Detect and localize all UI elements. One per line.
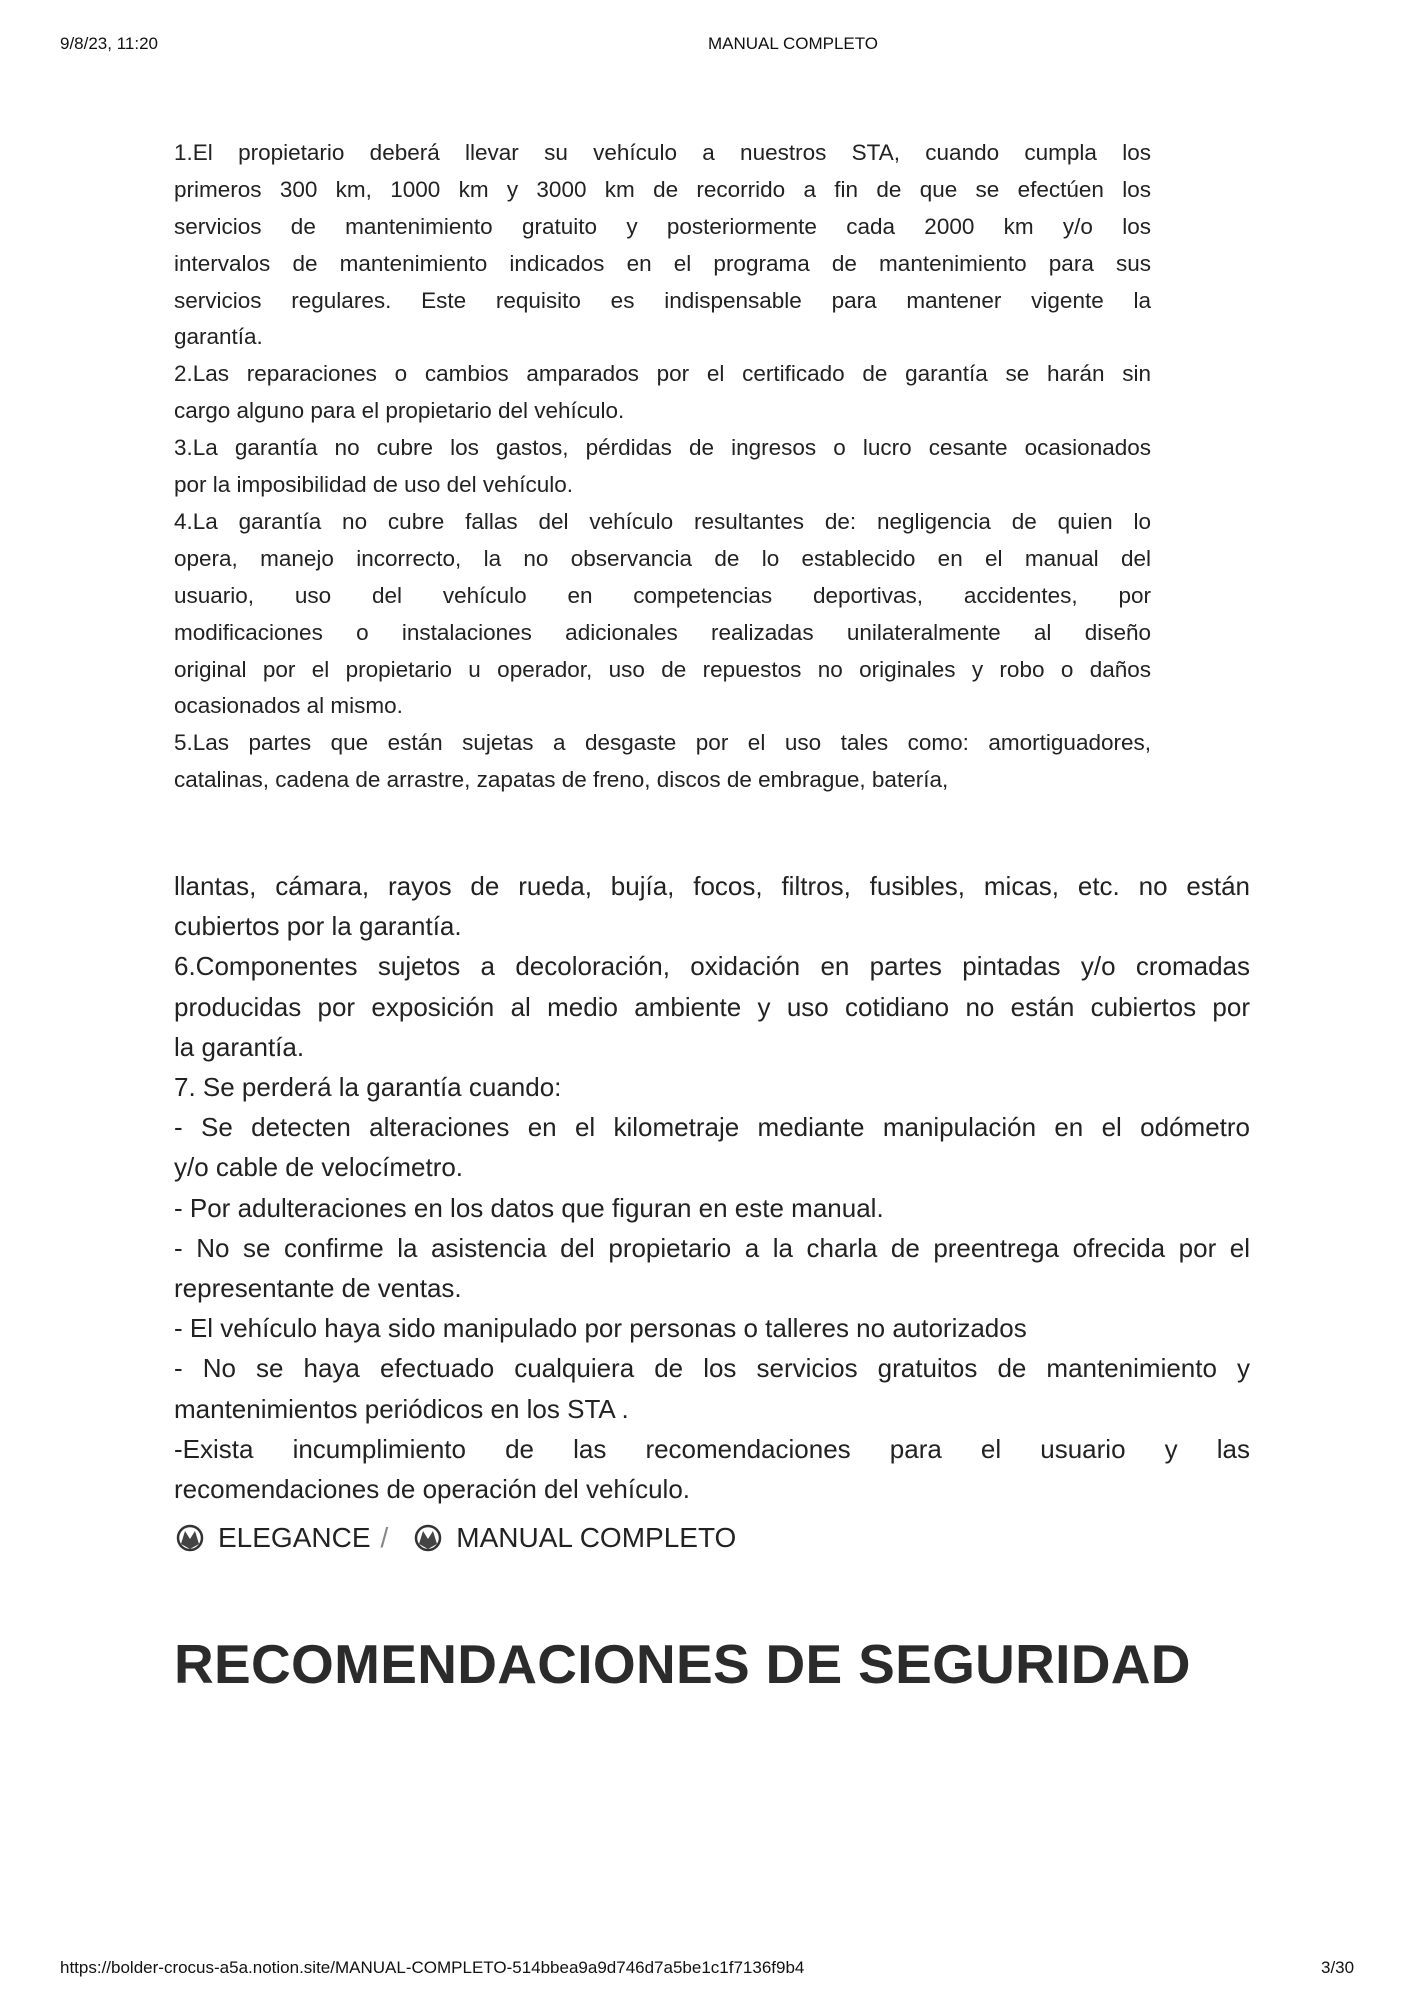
text-line: y/o cable de velocímetro. xyxy=(174,1152,464,1183)
text-line: - Por adulteraciones en los datos que figuran en este manual. xyxy=(174,1192,884,1223)
text-line: -Exista incumplimiento de las recomendaciones para el usuario y las xyxy=(174,1433,1250,1464)
text-line: 3.La garantía no cubre los gastos, pérdidas de ingresos o lucro cesante ocasionados xyxy=(174,435,1151,461)
text-line: 7. Se perderá la garantía cuando: xyxy=(174,1071,562,1102)
text-line: producidas por exposición al medio ambiente y uso cotidiano no están cubiertos por xyxy=(174,991,1250,1022)
page-heading: RECOMENDACIONES DE SEGURIDAD xyxy=(174,1633,1191,1695)
text-line: servicios regulares. Este requisito es indispensable para mantener vigente la xyxy=(174,287,1151,313)
breadcrumb-separator: / xyxy=(380,1522,389,1553)
text-line: cargo alguno para el propietario del vehículo. xyxy=(174,398,625,424)
page-number: 3/30 xyxy=(1321,1958,1355,1977)
breadcrumb-item-elegance[interactable]: ELEGANCE xyxy=(218,1522,371,1553)
warranty-text-block-1 xyxy=(174,135,1151,799)
breadcrumb-item-manual-completo[interactable]: MANUAL COMPLETO xyxy=(456,1522,737,1553)
text-line: intervalos de mantenimiento indicados en el programa de mantenimiento para sus xyxy=(174,250,1151,276)
text-line: la garantía. xyxy=(174,1031,305,1062)
breadcrumb xyxy=(176,1522,736,1554)
text-line: modificaciones o instalaciones adicionales realizadas unilateralmente al diseño xyxy=(174,619,1151,645)
text-line: recomendaciones de operación del vehículo. xyxy=(174,1473,691,1504)
text-line: 1.El propietario deberá llevar su vehículo a nuestros STA, cuando cumpla los xyxy=(174,140,1151,165)
brand-logo-icon xyxy=(176,1524,204,1552)
text-line: - No se haya efectuado cualquiera de los servicios gratuitos de mantenimiento y xyxy=(174,1353,1250,1384)
text-line: garantía. xyxy=(174,324,263,350)
text-line: servicios de mantenimiento gratuito y posteriormente cada 2000 km y/o los xyxy=(174,213,1151,239)
text-line: ocasionados al mismo. xyxy=(174,693,403,719)
text-line: - No se confirme la asistencia del propietario a la charla de preentrega ofrecida por el xyxy=(174,1232,1250,1263)
brand-logo-icon xyxy=(414,1524,442,1552)
warranty-text-block-2 xyxy=(174,866,1250,1509)
print-url: https://bolder-crocus-a5a.notion.site/MANUAL-COMPLETO-514bbea9a9d746d7a5be1c1f7136f9b4 xyxy=(60,1958,805,1977)
print-title: MANUAL COMPLETO xyxy=(708,34,879,53)
text-line: original por el propietario u operador, uso de repuestos no originales y robo o daños xyxy=(174,656,1151,682)
text-line: por la imposibilidad de uso del vehículo. xyxy=(174,472,573,498)
text-line: - Se detecten alteraciones en el kilometraje mediante manipulación en el odómetro xyxy=(174,1112,1250,1143)
print-datetime: 9/8/23, 11:20 xyxy=(60,34,158,53)
text-line: 4.La garantía no cubre fallas del vehículo resultantes de: negligencia de quien lo xyxy=(174,508,1151,534)
text-line: cubiertos por la garantía. xyxy=(174,911,462,942)
text-line: mantenimientos periódicos en los STA . xyxy=(174,1393,629,1424)
text-line: - El vehículo haya sido manipulado por personas o talleres no autorizados xyxy=(174,1313,1027,1344)
text-line: 5.Las partes que están sujetas a desgaste por el uso tales como: amortiguadores, xyxy=(174,730,1151,756)
text-line: 2.Las reparaciones o cambios amparados por el certificado de garantía se harán sin xyxy=(174,361,1151,387)
text-line: primeros 300 km, 1000 km y 3000 km de recorrido a fin de que se efectúen los xyxy=(174,176,1151,202)
text-line: llantas, cámara, rayos de rueda, bujía, focos, filtros, fusibles, micas, etc. no están xyxy=(174,871,1250,901)
text-line: catalinas, cadena de arrastre, zapatas de freno, discos de embrague, batería, xyxy=(174,767,949,793)
text-line: usuario, uso del vehículo en competencias deportivas, accidentes, por xyxy=(174,582,1151,608)
text-line: opera, manejo incorrecto, la no observancia de lo establecido en el manual del xyxy=(174,545,1151,571)
text-line: 6.Componentes sujetos a decoloración, oxidación en partes pintadas y/o cromadas xyxy=(174,951,1250,982)
text-line: representante de ventas. xyxy=(174,1272,462,1303)
